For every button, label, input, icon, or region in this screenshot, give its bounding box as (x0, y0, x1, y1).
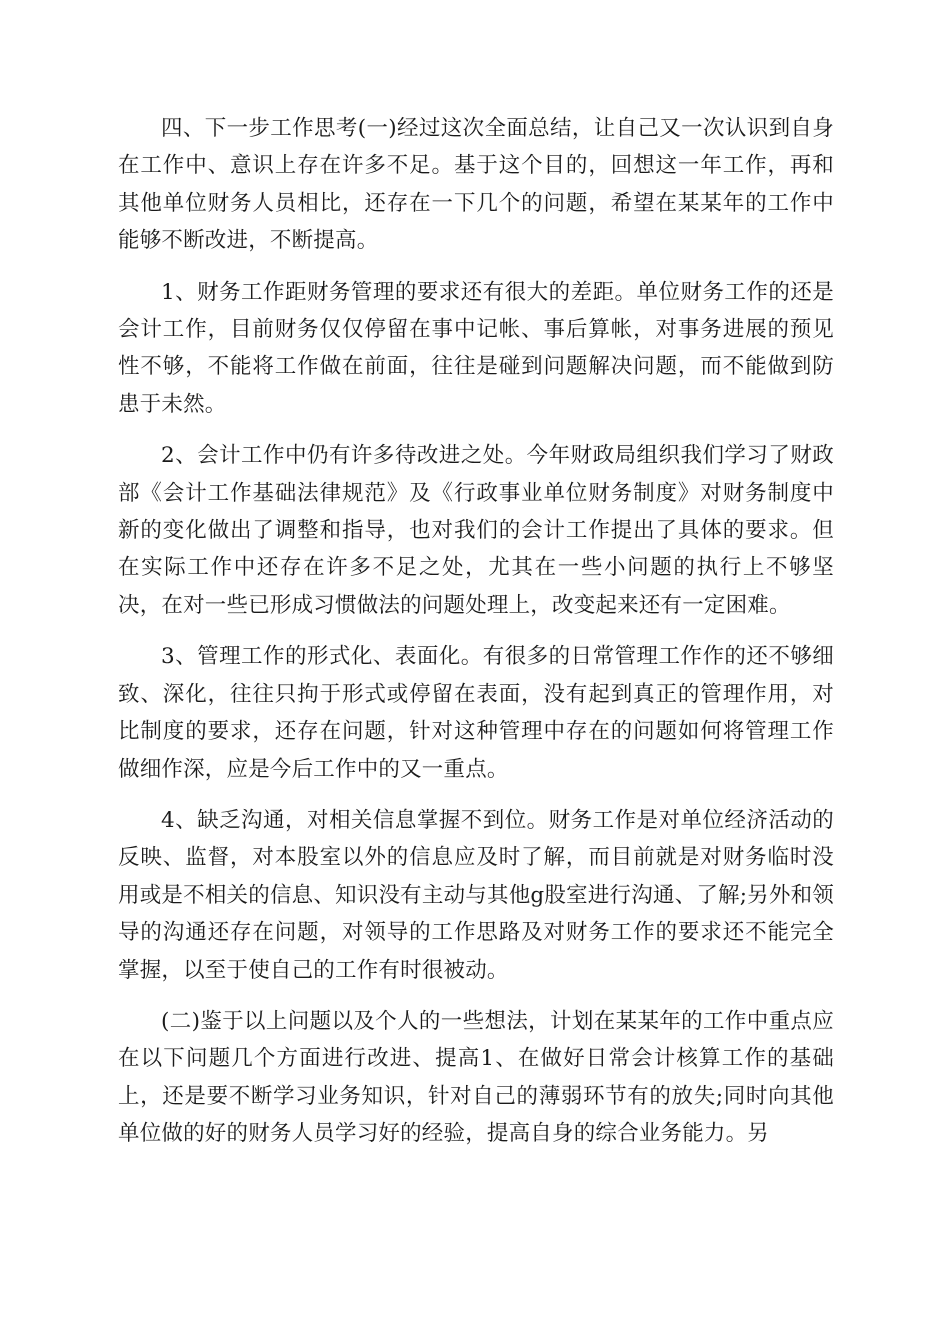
paragraph-item-2: 2、会计工作中仍有许多待改进之处。今年财政局组织我们学习了财政部《会计工作基础法律规范》及《行政事业单位财务制度》对财务制度中新的变化做出了调整和指导，也对我们的会计工作提出了具体的要求。但在实际工作中还存在许多不足之处，尤其在一些小问题的执行上不够坚决，在对一些已形成习惯做法的问题处理上，改变起来还有一定困难。 (118, 443, 834, 618)
document-body (118, 110, 834, 1167)
paragraph-item-4: 4、缺乏沟通，对相关信息掌握不到位。财务工作是对单位经济活动的反映、监督，对本股室以外的信息应及时了解，而目前就是对财务临时没用或是不相关的信息、知识没有主动与其他g股室进行沟通、了解;另外和领导的沟通还存在问题，对领导的工作思路及对财务工作的要求还不能完全掌握，以至于使自己的工作有时很被动。 (118, 807, 834, 983)
paragraph-item-1: 1、财务工作距财务管理的要求还有很大的差距。单位财务工作的还是会计工作，目前财务仅仅停留在事中记帐、事后算帐，对事务进展的预见性不够，不能将工作做在前面，往往是碰到问题解决问题，而不能做到防患于未然。 (118, 279, 834, 417)
paragraph-section-four: 四、下一步工作思考(一)经过这次全面总结，让自己又一次认识到自身在工作中、意识上存在许多不足。基于这个目的，回想这一年工作，再和其他单位财务人员相比，还存在一下几个的问题，希望在某某年的工作中能够不断改进，不断提高。 (118, 116, 834, 254)
paragraph-item-3: 3、管理工作的形式化、表面化。有很多的日常管理工作作的还不够细致、深化，往往只拘于形式或停留在表面，没有起到真正的管理作用，对比制度的要求，还存在问题，针对这种管理中存在的问题如何将管理工作做细作深，应是今后工作中的又一重点。 (118, 644, 834, 782)
paragraph-subsection-two: (二)鉴于以上问题以及个人的一些想法，计划在某某年的工作中重点应在以下问题几个方面进行改进、提高1、在做好日常会计核算工作的基础上，还是要不断学习业务知识，针对自己的薄弱环节有的放失;同时向其他单位做的好的财务人员学习好的经验，提高自身的综合业务能力。另 (118, 1008, 834, 1147)
